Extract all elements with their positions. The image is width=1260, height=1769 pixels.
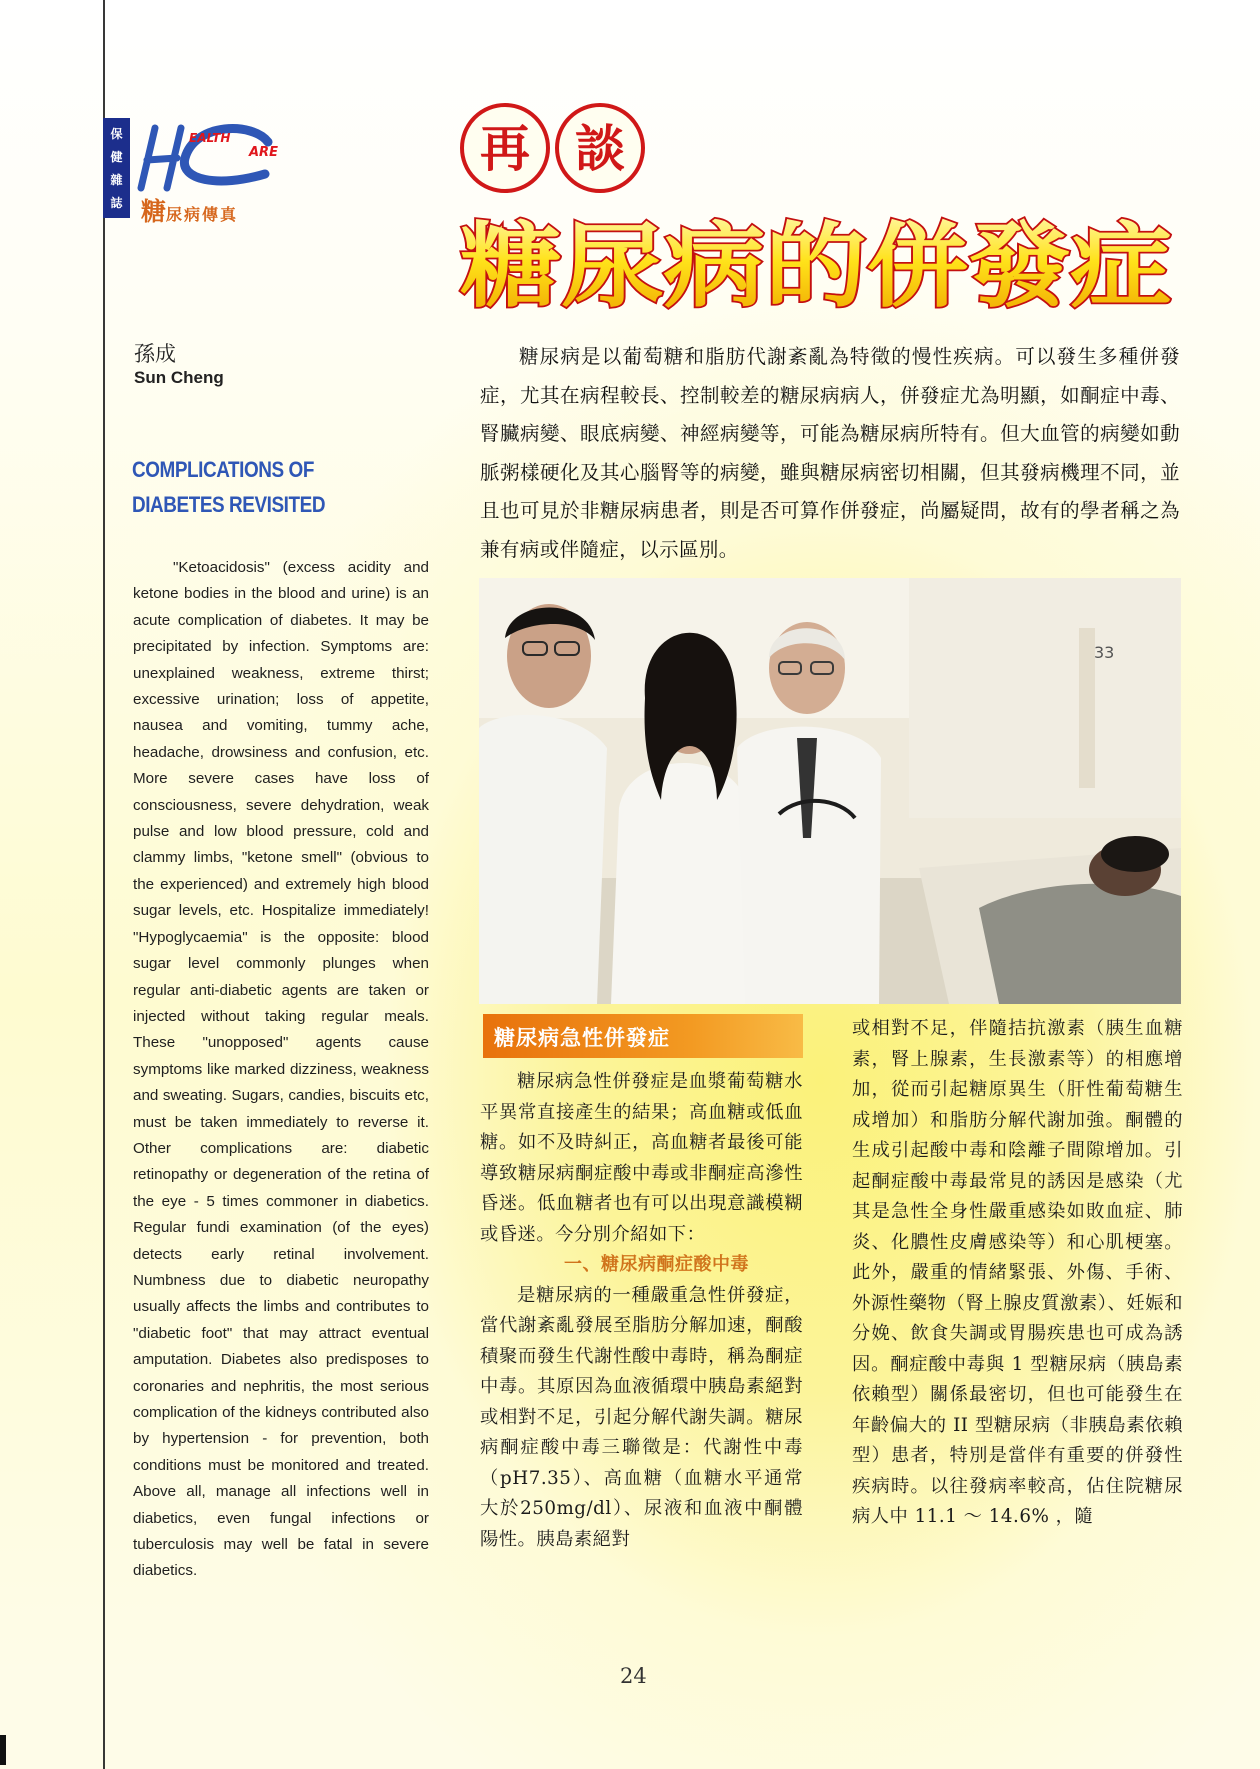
title-circled-char-2: 談 xyxy=(575,120,625,178)
title-circle-1 xyxy=(462,105,548,191)
room-number-33: 33 xyxy=(1094,643,1115,662)
crop-mark xyxy=(0,1735,6,1765)
page-number: 24 xyxy=(620,1664,647,1688)
section-header xyxy=(483,1014,803,1058)
hc-logo-mark xyxy=(133,118,303,196)
english-title-line-2: DIABETES REVISITED xyxy=(132,492,326,517)
english-summary-body: "Ketoacidosis" (excess acidity and ketone bodies in the blood and urine) is an acute complication of diabetes. It may be precipitated by infection. Symptoms are: unexplained weakness, extreme thirst; excessive urination; loss of appetite, nausea and vomiting, tummy ache, headache, drowsiness and confusion, etc. More severe cases have loss of consciousness, severe dehydration, weak pulse and low blood pressure, cold and clammy limbs, "ketone smell" (obvious to the experienced) and extremely high blood sugar levels, etc. Hospitalize immediately! "Hypoglycaemia" is the opposite: blood sugar level commonly plunges when regular anti-diabetic agents are taken or injected without taking regular meals. These "unopposed" agents cause symptoms like marked dizziness, weakness and sweating. Sugars, candies, biscuits etc, must be taken immediately to reverse it. Other complications are: diabetic retinopathy or degeneration of the retina of the eye - 5 times commoner in diabetics. Regular fundi examination (of the eyes) detects early retinal involvement. Numbness due to diabetic neuropathy usually affects the limbs and contributes to "diabetic foot" that may attract eventual amputation. Diabetes also predisposes to coronaries and nephritis, the most serious complication of the kidneys contributed also by hypertension - for prevention, both conditions must be monitored and treated. Above all, manage all infections well in diabetics, even fungal infections or tuberculosis may well be fatal in severe diabetics. xyxy=(133,559,429,1580)
title-circle-2 xyxy=(557,105,643,191)
intro-paragraph: 糖尿病是以葡萄糖和脂肪代謝紊亂為特徵的慢性疾病。可以發生多種併發症，尤其在病程較長、控制較差的糖尿病病人，併發症尤為明顯，如酮症中毒、腎臟病變、眼底病變、神經病變等，可能為糖尿病所特有。但大血管的病變如動脈粥樣硬化及其心腦腎等的病變，雖與糖尿病密切相關，但其發病機理不同，並且也可見於非糖尿病患者，則是否可算作併發症，尚屬疑問，故有的學者稱之為兼有病或伴隨症，以示區別。 xyxy=(480,345,1180,561)
english-title xyxy=(132,452,338,522)
logo-ealth-text: EALTH xyxy=(189,131,231,145)
title-main-text: 糖尿病的併發症 xyxy=(460,213,1172,318)
title-circled-char-1: 再 xyxy=(480,120,530,178)
body-paragraph-3: 或相對不足，伴隨拮抗激素（胰生血糖素，腎上腺素，生長激素等）的相應增加，從而引起糖原異生（肝性葡萄糖生成增加）和脂肪分解代謝加強。酮體的生成引起酸中毒和陰離子間隙增加。引起酮症酸中毒最常見的誘因是感染（尤其是急性全身性嚴重感染如敗血症、肺炎、化膿性皮膚感染等）和心肌梗塞。此外，嚴重的情緒緊張、外傷、手術、外源性藥物（腎上腺皮質激素）、妊娠和分娩、飲食失調或胃腸疾患也可成為誘因。酮症酸中毒與 1 型糖尿病（胰島素依賴型）關係最密切，但也可能發生在年齡偏大的 II 型糖尿病（非胰島素依賴型）患者，特別是當伴有重要的併發性疾病時。以往發病率較高，佔住院糖尿病人中 11.1 ～ 14.6% ，隨 xyxy=(852,1018,1183,1527)
author-name-chinese: 孫成 xyxy=(134,342,176,366)
section-header-text: 糖尿病急性併發症 xyxy=(494,1026,670,1050)
magazine-logo xyxy=(103,118,303,226)
body-paragraph-1: 糖尿病急性併發症是血漿葡萄糖水平異常直接產生的結果；高血糖或低血糖。如不及時糾正，高血糖者最後可能導致糖尿病酮症酸中毒或非酮症高滲性昏迷。低血糖者也有可以出現意識模糊或昏迷。今分別介紹如下： xyxy=(480,1071,803,1245)
body-paragraph-2: 是糖尿病的一種嚴重急性併發症，當代謝紊亂發展至脂肪分解加速，酮酸積聚而發生代謝性酸中毒時，稱為酮症中毒。其原因為血液循環中胰島素絕對或相對不足，引起分解代謝失調。糖尿病酮症酸中毒三聯徵是：代謝性中毒（pH7.35）、高血糖（血糖水平通常大於250mg/dl）、尿液和血液中酮體陽性。胰島素絕對 xyxy=(480,1284,803,1550)
body-column-2 xyxy=(852,1014,1183,1533)
logo-side-label: 保 健 雜 誌 xyxy=(103,118,130,218)
english-title-line-1: COMPLICATIONS OF xyxy=(132,457,314,482)
hospital-ward-photo xyxy=(479,578,1181,1004)
column-name-rest: 尿病傳真 xyxy=(166,205,239,224)
body-column-1 xyxy=(480,1067,803,1555)
binding-gutter-line xyxy=(103,0,105,1769)
column-name-big-char: 糖 xyxy=(141,197,167,226)
author-name-english: Sun Cheng xyxy=(134,368,224,387)
column-name xyxy=(141,192,238,228)
logo-are-text: ARE xyxy=(249,145,278,160)
article-title xyxy=(458,98,1178,318)
subheading-ketoacidosis: 一、糖尿病酮症酸中毒 xyxy=(564,1254,749,1275)
